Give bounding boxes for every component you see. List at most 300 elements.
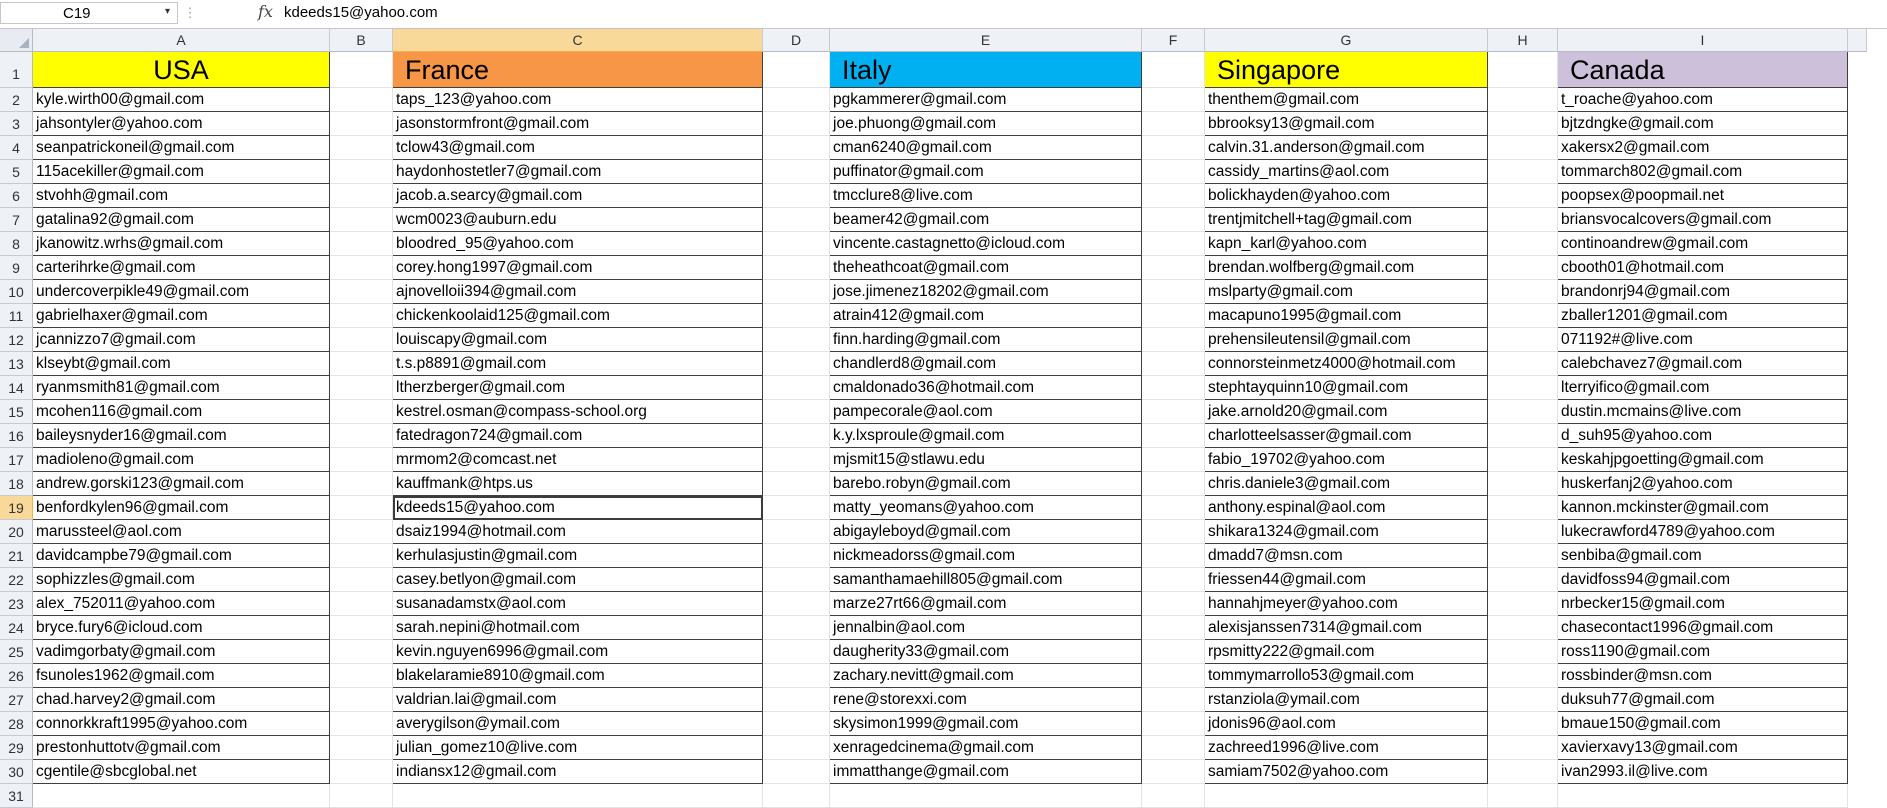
row-header-28[interactable]: 28 bbox=[0, 712, 33, 736]
cell-c7[interactable]: wcm0023@auburn.edu bbox=[393, 208, 763, 232]
cell-e10[interactable]: jose.jimenez18202@gmail.com bbox=[830, 280, 1142, 304]
cell-h4[interactable] bbox=[1488, 136, 1558, 160]
cell-a23[interactable]: alex_752011@yahoo.com bbox=[33, 592, 330, 616]
column-header-f[interactable]: F bbox=[1142, 29, 1205, 52]
cell-a6[interactable]: stvohh@gmail.com bbox=[33, 184, 330, 208]
row-header-26[interactable]: 26 bbox=[0, 664, 33, 688]
cell-e21[interactable]: nickmeadorss@gmail.com bbox=[830, 544, 1142, 568]
cell-i16[interactable]: d_suh95@yahoo.com bbox=[1558, 424, 1848, 448]
cell-g28[interactable]: jdonis96@aol.com bbox=[1205, 712, 1488, 736]
country-header-g[interactable]: Singapore bbox=[1205, 52, 1488, 88]
row-header-15[interactable]: 15 bbox=[0, 400, 33, 424]
cell-e26[interactable]: zachary.nevitt@gmail.com bbox=[830, 664, 1142, 688]
cell-b17[interactable] bbox=[330, 448, 393, 472]
cell-i3[interactable]: bjtzdngke@gmail.com bbox=[1558, 112, 1848, 136]
cell-i10[interactable]: brandonrj94@gmail.com bbox=[1558, 280, 1848, 304]
cell-g7[interactable]: trentjmitchell+tag@gmail.com bbox=[1205, 208, 1488, 232]
cell-g6[interactable]: bolickhayden@yahoo.com bbox=[1205, 184, 1488, 208]
cell-a10[interactable]: undercoverpikle49@gmail.com bbox=[33, 280, 330, 304]
cell-b18[interactable] bbox=[330, 472, 393, 496]
cell-i8[interactable]: continoandrew@gmail.com bbox=[1558, 232, 1848, 256]
cell-b19[interactable] bbox=[330, 496, 393, 520]
cell-d5[interactable] bbox=[763, 160, 830, 184]
cell-a9[interactable]: carterihrke@gmail.com bbox=[33, 256, 330, 280]
cell-a2[interactable]: kyle.wirth00@gmail.com bbox=[33, 88, 330, 112]
cell-c29[interactable]: julian_gomez10@live.com bbox=[393, 736, 763, 760]
cell-b6[interactable] bbox=[330, 184, 393, 208]
formula-bar-grip-icon[interactable]: ⋮ bbox=[183, 5, 197, 20]
cell-f23[interactable] bbox=[1142, 592, 1205, 616]
cell-h23[interactable] bbox=[1488, 592, 1558, 616]
country-header-a[interactable]: USA bbox=[33, 52, 330, 88]
select-all-button[interactable] bbox=[0, 29, 33, 52]
cell-a25[interactable]: vadimgorbaty@gmail.com bbox=[33, 640, 330, 664]
row-header-6[interactable]: 6 bbox=[0, 184, 33, 208]
cell-f21[interactable] bbox=[1142, 544, 1205, 568]
cell-e8[interactable]: vincente.castagnetto@icloud.com bbox=[830, 232, 1142, 256]
column-header-b[interactable]: B bbox=[330, 29, 393, 52]
cell-f19[interactable] bbox=[1142, 496, 1205, 520]
row-header-27[interactable]: 27 bbox=[0, 688, 33, 712]
cell-f14[interactable] bbox=[1142, 376, 1205, 400]
cell-g8[interactable]: kapn_karl@yahoo.com bbox=[1205, 232, 1488, 256]
cell-h22[interactable] bbox=[1488, 568, 1558, 592]
cell-f5[interactable] bbox=[1142, 160, 1205, 184]
cell-b13[interactable] bbox=[330, 352, 393, 376]
cell-d1[interactable] bbox=[763, 52, 830, 88]
cell-g21[interactable]: dmadd7@msn.com bbox=[1205, 544, 1488, 568]
cell-d15[interactable] bbox=[763, 400, 830, 424]
cell-e28[interactable]: skysimon1999@gmail.com bbox=[830, 712, 1142, 736]
cell-i20[interactable]: lukecrawford4789@yahoo.com bbox=[1558, 520, 1848, 544]
cell-e13[interactable]: chandlerd8@gmail.com bbox=[830, 352, 1142, 376]
cell-d13[interactable] bbox=[763, 352, 830, 376]
cell-h1[interactable] bbox=[1488, 52, 1558, 88]
cell-e31[interactable] bbox=[830, 784, 1142, 808]
cell-b28[interactable] bbox=[330, 712, 393, 736]
row-header-5[interactable]: 5 bbox=[0, 160, 33, 184]
cell-i24[interactable]: chasecontact1996@gmail.com bbox=[1558, 616, 1848, 640]
cell-c28[interactable]: averygilson@ymail.com bbox=[393, 712, 763, 736]
cell-d24[interactable] bbox=[763, 616, 830, 640]
cell-h13[interactable] bbox=[1488, 352, 1558, 376]
cell-h9[interactable] bbox=[1488, 256, 1558, 280]
cell-g19[interactable]: anthony.espinal@aol.com bbox=[1205, 496, 1488, 520]
cell-d20[interactable] bbox=[763, 520, 830, 544]
cell-h12[interactable] bbox=[1488, 328, 1558, 352]
cell-a16[interactable]: baileysnyder16@gmail.com bbox=[33, 424, 330, 448]
row-header-25[interactable]: 25 bbox=[0, 640, 33, 664]
cell-f3[interactable] bbox=[1142, 112, 1205, 136]
cell-g31[interactable] bbox=[1205, 784, 1488, 808]
column-header-g[interactable]: G bbox=[1205, 29, 1488, 52]
cell-e19[interactable]: matty_yeomans@yahoo.com bbox=[830, 496, 1142, 520]
cell-f18[interactable] bbox=[1142, 472, 1205, 496]
cell-f22[interactable] bbox=[1142, 568, 1205, 592]
row-header-29[interactable]: 29 bbox=[0, 736, 33, 760]
cell-i28[interactable]: bmaue150@gmail.com bbox=[1558, 712, 1848, 736]
cell-c14[interactable]: ltherzberger@gmail.com bbox=[393, 376, 763, 400]
cell-e24[interactable]: jennalbin@aol.com bbox=[830, 616, 1142, 640]
row-header-2[interactable]: 2 bbox=[0, 88, 33, 112]
cell-a4[interactable]: seanpatrickoneil@gmail.com bbox=[33, 136, 330, 160]
cell-a3[interactable]: jahsontyler@yahoo.com bbox=[33, 112, 330, 136]
cell-h20[interactable] bbox=[1488, 520, 1558, 544]
cell-i26[interactable]: rossbinder@msn.com bbox=[1558, 664, 1848, 688]
cell-b10[interactable] bbox=[330, 280, 393, 304]
cell-c6[interactable]: jacob.a.searcy@gmail.com bbox=[393, 184, 763, 208]
cell-a17[interactable]: madioleno@gmail.com bbox=[33, 448, 330, 472]
cell-d30[interactable] bbox=[763, 760, 830, 784]
cell-g25[interactable]: rpsmitty222@gmail.com bbox=[1205, 640, 1488, 664]
cell-f16[interactable] bbox=[1142, 424, 1205, 448]
cell-g26[interactable]: tommymarrollo53@gmail.com bbox=[1205, 664, 1488, 688]
cell-f10[interactable] bbox=[1142, 280, 1205, 304]
row-header-19[interactable]: 19 bbox=[0, 496, 33, 520]
cell-h10[interactable] bbox=[1488, 280, 1558, 304]
cell-i31[interactable] bbox=[1558, 784, 1848, 808]
cell-a8[interactable]: jkanowitz.wrhs@gmail.com bbox=[33, 232, 330, 256]
cell-d18[interactable] bbox=[763, 472, 830, 496]
cell-h30[interactable] bbox=[1488, 760, 1558, 784]
cell-i2[interactable]: t_roache@yahoo.com bbox=[1558, 88, 1848, 112]
cell-e16[interactable]: k.y.lxsproule@gmail.com bbox=[830, 424, 1142, 448]
cell-d16[interactable] bbox=[763, 424, 830, 448]
cell-g20[interactable]: shikara1324@gmail.com bbox=[1205, 520, 1488, 544]
cell-f8[interactable] bbox=[1142, 232, 1205, 256]
cell-h19[interactable] bbox=[1488, 496, 1558, 520]
cell-d7[interactable] bbox=[763, 208, 830, 232]
cell-d31[interactable] bbox=[763, 784, 830, 808]
cell-d21[interactable] bbox=[763, 544, 830, 568]
cell-h17[interactable] bbox=[1488, 448, 1558, 472]
cell-h7[interactable] bbox=[1488, 208, 1558, 232]
row-header-1[interactable]: 1 bbox=[0, 52, 33, 88]
column-header-h[interactable]: H bbox=[1488, 29, 1558, 52]
cell-d28[interactable] bbox=[763, 712, 830, 736]
cell-c18[interactable]: kauffmank@htps.us bbox=[393, 472, 763, 496]
cell-c21[interactable]: kerhulasjustin@gmail.com bbox=[393, 544, 763, 568]
cell-i5[interactable]: tommarch802@gmail.com bbox=[1558, 160, 1848, 184]
column-header-i[interactable]: I bbox=[1558, 29, 1848, 52]
cell-a13[interactable]: klseybt@gmail.com bbox=[33, 352, 330, 376]
cell-i29[interactable]: xavierxavy13@gmail.com bbox=[1558, 736, 1848, 760]
cell-e17[interactable]: mjsmit15@stlawu.edu bbox=[830, 448, 1142, 472]
cell-g5[interactable]: cassidy_martins@aol.com bbox=[1205, 160, 1488, 184]
cell-i12[interactable]: 071192#@live.com bbox=[1558, 328, 1848, 352]
cell-d11[interactable] bbox=[763, 304, 830, 328]
cell-i6[interactable]: poopsex@poopmail.net bbox=[1558, 184, 1848, 208]
cell-d10[interactable] bbox=[763, 280, 830, 304]
cell-f11[interactable] bbox=[1142, 304, 1205, 328]
cell-f29[interactable] bbox=[1142, 736, 1205, 760]
country-header-e[interactable]: Italy bbox=[830, 52, 1142, 88]
cell-g30[interactable]: samiam7502@yahoo.com bbox=[1205, 760, 1488, 784]
row-header-31[interactable]: 31 bbox=[0, 784, 33, 808]
cell-d27[interactable] bbox=[763, 688, 830, 712]
cell-g27[interactable]: rstanziola@ymail.com bbox=[1205, 688, 1488, 712]
cell-c10[interactable]: ajnovelloii394@gmail.com bbox=[393, 280, 763, 304]
cell-i25[interactable]: ross1190@gmail.com bbox=[1558, 640, 1848, 664]
cell-i11[interactable]: zballer1201@gmail.com bbox=[1558, 304, 1848, 328]
cell-h28[interactable] bbox=[1488, 712, 1558, 736]
row-header-12[interactable]: 12 bbox=[0, 328, 33, 352]
cell-d3[interactable] bbox=[763, 112, 830, 136]
cell-g10[interactable]: mslparty@gmail.com bbox=[1205, 280, 1488, 304]
cell-e20[interactable]: abigayleboyd@gmail.com bbox=[830, 520, 1142, 544]
row-header-22[interactable]: 22 bbox=[0, 568, 33, 592]
cell-b29[interactable] bbox=[330, 736, 393, 760]
name-box[interactable] bbox=[0, 2, 178, 24]
cell-c19[interactable]: kdeeds15@yahoo.com bbox=[393, 496, 763, 520]
cell-e14[interactable]: cmaldonado36@hotmail.com bbox=[830, 376, 1142, 400]
row-header-24[interactable]: 24 bbox=[0, 616, 33, 640]
cell-c16[interactable]: fatedragon724@gmail.com bbox=[393, 424, 763, 448]
row-header-21[interactable]: 21 bbox=[0, 544, 33, 568]
cell-b9[interactable] bbox=[330, 256, 393, 280]
cell-b23[interactable] bbox=[330, 592, 393, 616]
cell-a19[interactable]: benfordkylen96@gmail.com bbox=[33, 496, 330, 520]
cell-d6[interactable] bbox=[763, 184, 830, 208]
cell-e23[interactable]: marze27rt66@gmail.com bbox=[830, 592, 1142, 616]
cell-h27[interactable] bbox=[1488, 688, 1558, 712]
cell-e12[interactable]: finn.harding@gmail.com bbox=[830, 328, 1142, 352]
cell-b22[interactable] bbox=[330, 568, 393, 592]
cell-c17[interactable]: mrmom2@comcast.net bbox=[393, 448, 763, 472]
cell-g22[interactable]: friessen44@gmail.com bbox=[1205, 568, 1488, 592]
column-header-e[interactable]: E bbox=[830, 29, 1142, 52]
cell-a26[interactable]: fsunoles1962@gmail.com bbox=[33, 664, 330, 688]
cell-c2[interactable]: taps_123@yahoo.com bbox=[393, 88, 763, 112]
row-header-7[interactable]: 7 bbox=[0, 208, 33, 232]
cell-h18[interactable] bbox=[1488, 472, 1558, 496]
cell-c9[interactable]: corey.hong1997@gmail.com bbox=[393, 256, 763, 280]
cell-b25[interactable] bbox=[330, 640, 393, 664]
cell-f28[interactable] bbox=[1142, 712, 1205, 736]
cell-h24[interactable] bbox=[1488, 616, 1558, 640]
country-header-i[interactable]: Canada bbox=[1558, 52, 1848, 88]
cell-a30[interactable]: cgentile@sbcglobal.net bbox=[33, 760, 330, 784]
cell-f30[interactable] bbox=[1142, 760, 1205, 784]
cell-d26[interactable] bbox=[763, 664, 830, 688]
row-header-11[interactable]: 11 bbox=[0, 304, 33, 328]
row-header-4[interactable]: 4 bbox=[0, 136, 33, 160]
cell-i23[interactable]: nrbecker15@gmail.com bbox=[1558, 592, 1848, 616]
cell-g13[interactable]: connorsteinmetz4000@hotmail.com bbox=[1205, 352, 1488, 376]
cell-f6[interactable] bbox=[1142, 184, 1205, 208]
cell-e3[interactable]: joe.phuong@gmail.com bbox=[830, 112, 1142, 136]
cell-h29[interactable] bbox=[1488, 736, 1558, 760]
country-header-c[interactable]: France bbox=[393, 52, 763, 88]
cell-b7[interactable] bbox=[330, 208, 393, 232]
cell-f27[interactable] bbox=[1142, 688, 1205, 712]
cell-d22[interactable] bbox=[763, 568, 830, 592]
cell-b31[interactable] bbox=[330, 784, 393, 808]
row-header-17[interactable]: 17 bbox=[0, 448, 33, 472]
cell-h25[interactable] bbox=[1488, 640, 1558, 664]
cell-g11[interactable]: macapuno1995@gmail.com bbox=[1205, 304, 1488, 328]
cell-a18[interactable]: andrew.gorski123@gmail.com bbox=[33, 472, 330, 496]
cell-c31[interactable] bbox=[393, 784, 763, 808]
cell-i19[interactable]: kannon.mckinster@gmail.com bbox=[1558, 496, 1848, 520]
cell-c5[interactable]: haydonhostetler7@gmail.com bbox=[393, 160, 763, 184]
cell-g29[interactable]: zachreed1996@live.com bbox=[1205, 736, 1488, 760]
cell-c23[interactable]: susanadamstx@aol.com bbox=[393, 592, 763, 616]
cell-g16[interactable]: charlotteelsasser@gmail.com bbox=[1205, 424, 1488, 448]
cell-h26[interactable] bbox=[1488, 664, 1558, 688]
cell-c3[interactable]: jasonstormfront@gmail.com bbox=[393, 112, 763, 136]
cell-c25[interactable]: kevin.nguyen6996@gmail.com bbox=[393, 640, 763, 664]
cell-f9[interactable] bbox=[1142, 256, 1205, 280]
cell-a7[interactable]: gatalina92@gmail.com bbox=[33, 208, 330, 232]
cell-b15[interactable] bbox=[330, 400, 393, 424]
row-header-3[interactable]: 3 bbox=[0, 112, 33, 136]
cell-i4[interactable]: xakersx2@gmail.com bbox=[1558, 136, 1848, 160]
row-header-20[interactable]: 20 bbox=[0, 520, 33, 544]
cell-h2[interactable] bbox=[1488, 88, 1558, 112]
row-header-30[interactable]: 30 bbox=[0, 760, 33, 784]
cell-f17[interactable] bbox=[1142, 448, 1205, 472]
cell-g17[interactable]: fabio_19702@yahoo.com bbox=[1205, 448, 1488, 472]
insert-function-icon[interactable]: fx bbox=[258, 2, 273, 21]
cell-g14[interactable]: stephtayquinn10@gmail.com bbox=[1205, 376, 1488, 400]
chevron-down-icon[interactable]: ▾ bbox=[165, 6, 171, 17]
cell-b11[interactable] bbox=[330, 304, 393, 328]
row-header-10[interactable]: 10 bbox=[0, 280, 33, 304]
name-box-value[interactable]: C19 bbox=[63, 5, 91, 22]
cell-a11[interactable]: gabrielhaxer@gmail.com bbox=[33, 304, 330, 328]
cell-f24[interactable] bbox=[1142, 616, 1205, 640]
cell-i21[interactable]: senbiba@gmail.com bbox=[1558, 544, 1848, 568]
cell-c30[interactable]: indiansx12@gmail.com bbox=[393, 760, 763, 784]
cell-h11[interactable] bbox=[1488, 304, 1558, 328]
cell-a28[interactable]: connorkkraft1995@yahoo.com bbox=[33, 712, 330, 736]
cell-e30[interactable]: immatthange@gmail.com bbox=[830, 760, 1142, 784]
cell-f2[interactable] bbox=[1142, 88, 1205, 112]
cell-f31[interactable] bbox=[1142, 784, 1205, 808]
cell-f1[interactable] bbox=[1142, 52, 1205, 88]
cell-a15[interactable]: mcohen116@gmail.com bbox=[33, 400, 330, 424]
cell-i17[interactable]: keskahjpgoetting@gmail.com bbox=[1558, 448, 1848, 472]
cell-e27[interactable]: rene@storexxi.com bbox=[830, 688, 1142, 712]
cell-b12[interactable] bbox=[330, 328, 393, 352]
cell-f26[interactable] bbox=[1142, 664, 1205, 688]
cell-d9[interactable] bbox=[763, 256, 830, 280]
cell-d8[interactable] bbox=[763, 232, 830, 256]
cell-c13[interactable]: t.s.p8891@gmail.com bbox=[393, 352, 763, 376]
cell-g2[interactable]: thenthem@gmail.com bbox=[1205, 88, 1488, 112]
cell-a20[interactable]: marussteel@aol.com bbox=[33, 520, 330, 544]
cell-b30[interactable] bbox=[330, 760, 393, 784]
cell-h3[interactable] bbox=[1488, 112, 1558, 136]
cell-e7[interactable]: beamer42@gmail.com bbox=[830, 208, 1142, 232]
cell-a5[interactable]: 115acekiller@gmail.com bbox=[33, 160, 330, 184]
cell-b24[interactable] bbox=[330, 616, 393, 640]
cell-b2[interactable] bbox=[330, 88, 393, 112]
cell-a27[interactable]: chad.harvey2@gmail.com bbox=[33, 688, 330, 712]
cell-d14[interactable] bbox=[763, 376, 830, 400]
cell-e5[interactable]: puffinator@gmail.com bbox=[830, 160, 1142, 184]
cell-c26[interactable]: blakelaramie8910@gmail.com bbox=[393, 664, 763, 688]
cell-e22[interactable]: samanthamaehill805@gmail.com bbox=[830, 568, 1142, 592]
cell-g23[interactable]: hannahjmeyer@yahoo.com bbox=[1205, 592, 1488, 616]
cell-h5[interactable] bbox=[1488, 160, 1558, 184]
cell-h16[interactable] bbox=[1488, 424, 1558, 448]
cell-b5[interactable] bbox=[330, 160, 393, 184]
cell-a14[interactable]: ryanmsmith81@gmail.com bbox=[33, 376, 330, 400]
cell-c22[interactable]: casey.betlyon@gmail.com bbox=[393, 568, 763, 592]
cell-e4[interactable]: cman6240@gmail.com bbox=[830, 136, 1142, 160]
cell-d23[interactable] bbox=[763, 592, 830, 616]
cell-i18[interactable]: huskerfanj2@yahoo.com bbox=[1558, 472, 1848, 496]
cell-i14[interactable]: lterryifico@gmail.com bbox=[1558, 376, 1848, 400]
cell-a21[interactable]: davidcampbe79@gmail.com bbox=[33, 544, 330, 568]
cell-b4[interactable] bbox=[330, 136, 393, 160]
row-header-9[interactable]: 9 bbox=[0, 256, 33, 280]
cell-f15[interactable] bbox=[1142, 400, 1205, 424]
cell-i13[interactable]: calebchavez7@gmail.com bbox=[1558, 352, 1848, 376]
cell-h6[interactable] bbox=[1488, 184, 1558, 208]
cell-b8[interactable] bbox=[330, 232, 393, 256]
cell-a29[interactable]: prestonhuttotv@gmail.com bbox=[33, 736, 330, 760]
cell-b3[interactable] bbox=[330, 112, 393, 136]
cell-d4[interactable] bbox=[763, 136, 830, 160]
cell-a22[interactable]: sophizzles@gmail.com bbox=[33, 568, 330, 592]
cell-h21[interactable] bbox=[1488, 544, 1558, 568]
cell-h31[interactable] bbox=[1488, 784, 1558, 808]
cell-e6[interactable]: tmcclure8@live.com bbox=[830, 184, 1142, 208]
cell-d12[interactable] bbox=[763, 328, 830, 352]
row-header-16[interactable]: 16 bbox=[0, 424, 33, 448]
cell-e29[interactable]: xenragedcinema@gmail.com bbox=[830, 736, 1142, 760]
cell-d2[interactable] bbox=[763, 88, 830, 112]
cell-f7[interactable] bbox=[1142, 208, 1205, 232]
cell-i30[interactable]: ivan2993.il@live.com bbox=[1558, 760, 1848, 784]
cell-c27[interactable]: valdrian.lai@gmail.com bbox=[393, 688, 763, 712]
cell-c8[interactable]: bloodred_95@yahoo.com bbox=[393, 232, 763, 256]
cell-i15[interactable]: dustin.mcmains@live.com bbox=[1558, 400, 1848, 424]
cell-b20[interactable] bbox=[330, 520, 393, 544]
row-header-14[interactable]: 14 bbox=[0, 376, 33, 400]
cell-g3[interactable]: bbrooksy13@gmail.com bbox=[1205, 112, 1488, 136]
cell-e11[interactable]: atrain412@gmail.com bbox=[830, 304, 1142, 328]
cell-h14[interactable] bbox=[1488, 376, 1558, 400]
cell-f4[interactable] bbox=[1142, 136, 1205, 160]
cell-b26[interactable] bbox=[330, 664, 393, 688]
formula-input[interactable]: kdeeds15@yahoo.com bbox=[284, 4, 438, 21]
row-header-13[interactable]: 13 bbox=[0, 352, 33, 376]
cell-a12[interactable]: jcannizzo7@gmail.com bbox=[33, 328, 330, 352]
cell-d19[interactable] bbox=[763, 496, 830, 520]
cell-c20[interactable]: dsaiz1994@hotmail.com bbox=[393, 520, 763, 544]
cell-g9[interactable]: brendan.wolfberg@gmail.com bbox=[1205, 256, 1488, 280]
cell-b27[interactable] bbox=[330, 688, 393, 712]
cell-i22[interactable]: davidfoss94@gmail.com bbox=[1558, 568, 1848, 592]
cell-f20[interactable] bbox=[1142, 520, 1205, 544]
cell-g4[interactable]: calvin.31.anderson@gmail.com bbox=[1205, 136, 1488, 160]
cell-d29[interactable] bbox=[763, 736, 830, 760]
cell-c12[interactable]: louiscapy@gmail.com bbox=[393, 328, 763, 352]
cell-a24[interactable]: bryce.fury6@icloud.com bbox=[33, 616, 330, 640]
cell-e2[interactable]: pgkammerer@gmail.com bbox=[830, 88, 1142, 112]
cell-c24[interactable]: sarah.nepini@hotmail.com bbox=[393, 616, 763, 640]
cell-f25[interactable] bbox=[1142, 640, 1205, 664]
cell-h15[interactable] bbox=[1488, 400, 1558, 424]
row-header-8[interactable]: 8 bbox=[0, 232, 33, 256]
cell-a31[interactable] bbox=[33, 784, 330, 808]
cell-e18[interactable]: barebo.robyn@gmail.com bbox=[830, 472, 1142, 496]
cell-f13[interactable] bbox=[1142, 352, 1205, 376]
